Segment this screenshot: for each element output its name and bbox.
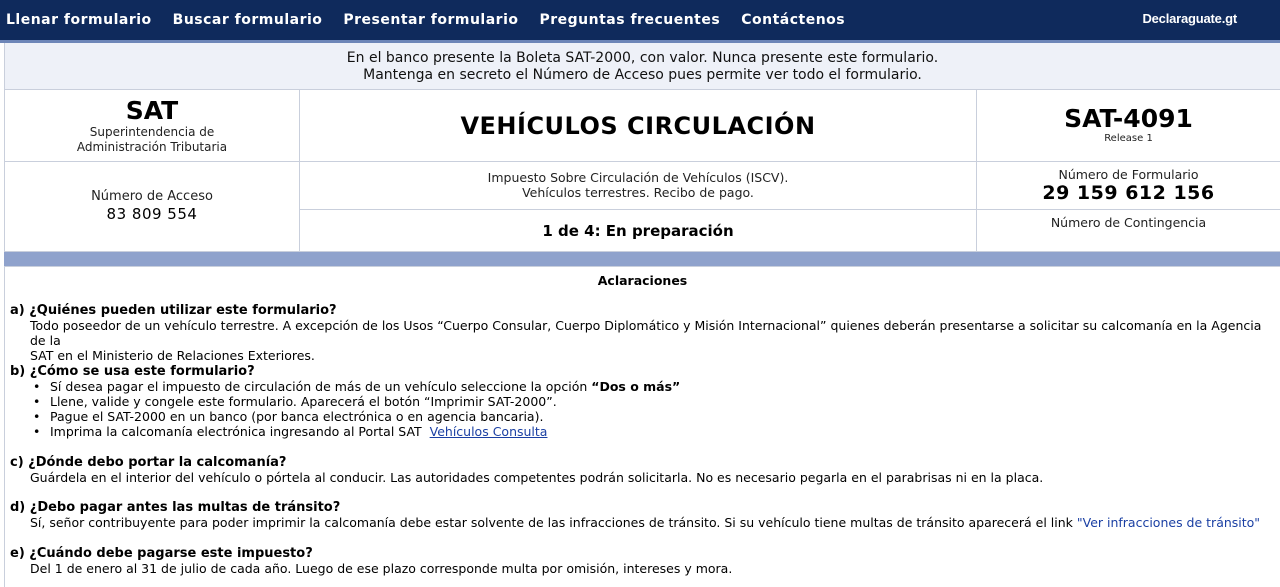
- faq-answer-a-line-1: Todo poseedor de un vehículo terrestre. A excepción de los Usos “Cuerpo Consular, Cuerpo Diplomático y Misión Internacional” quienes deberán presentarse a solicitar su calcomanía en la Agencia de la: [30, 318, 1262, 348]
- form-number-value: 29 159 612 156: [1042, 182, 1215, 204]
- form-code: SAT-4091: [1064, 104, 1193, 133]
- nav-item-preguntas-frecuentes[interactable]: Preguntas frecuentes: [539, 12, 721, 28]
- form-release: Release 1: [1104, 133, 1153, 144]
- brand-logo-text[interactable]: Declaraguate.gt: [1142, 11, 1237, 26]
- description-line-1: Impuesto Sobre Circulación de Vehículos (ISCV).: [487, 170, 789, 185]
- faq-question-b: b) ¿Cómo se usa este formulario?: [10, 364, 255, 379]
- faq-item-a: [10, 303, 1272, 363]
- section-divider-bar: [4, 252, 1280, 267]
- list-item: [10, 394, 1272, 409]
- org-name-line-2: Administración Tributaria: [76, 140, 228, 154]
- bullet-icon: •: [33, 379, 41, 394]
- top-navigation-bar: [0, 0, 1280, 40]
- form-number-label: Número de Formulario: [1058, 167, 1199, 182]
- nav-item-buscar-formulario[interactable]: Buscar formulario: [172, 12, 323, 28]
- faq-b-bullet-1-text: Sí desea pagar el impuesto de circulación de más de un vehículo seleccione la opción: [50, 379, 592, 394]
- faq-b-bullet-2-text: Llene, valide y congele este formulario. Aparecerá el botón “Imprimir SAT-2000”.: [50, 394, 557, 409]
- bullet-icon: •: [33, 394, 41, 409]
- faq-answer-a-line-2: SAT en el Ministerio de Relaciones Exteriores.: [30, 348, 315, 363]
- faq-b-bullet-3-text: Pague el SAT-2000 en un banco (por banca electrónica o en agencia bancaria).: [50, 409, 544, 424]
- bullet-icon: •: [33, 409, 41, 424]
- list-item: [10, 424, 1272, 439]
- form-number-cell: [977, 162, 1280, 210]
- faq-b-bullet-1-emphasis: “Dos o más”: [591, 379, 681, 394]
- faq-question-e: e) ¿Cuándo debe pagarse este impuesto?: [10, 546, 313, 561]
- faq-answer-e: Del 1 de enero al 31 de julio de cada año. Luego de ese plazo corresponde multa por omisión, intereses y mora.: [30, 561, 733, 576]
- access-number-label: Número de Acceso: [91, 189, 213, 204]
- contingency-number-label: Número de Contingencia: [1050, 215, 1207, 230]
- list-item: [10, 409, 1272, 424]
- org-cell: [5, 90, 300, 162]
- notice-line-2: Mantenga en secreto el Número de Acceso pues permite ver todo el formulario.: [363, 67, 922, 83]
- org-name-line-1: Superintendencia de: [89, 125, 215, 139]
- clarifications-section: [4, 267, 1280, 587]
- faq-item-b: [10, 364, 1272, 439]
- form-header: [4, 89, 1280, 252]
- nav-item-llenar-formulario[interactable]: Llenar formulario: [6, 12, 152, 28]
- access-number-cell: [5, 162, 300, 252]
- clarifications-title: Aclaraciones: [597, 273, 688, 288]
- vehiculos-consulta-link[interactable]: Vehículos Consulta: [429, 424, 548, 439]
- bullet-icon: •: [33, 424, 41, 439]
- faq-question-a: a) ¿Quiénes pueden utilizar este formulario?: [10, 303, 337, 318]
- list-item: [10, 379, 1272, 394]
- form-status: 1 de 4: En preparación: [542, 222, 734, 240]
- faq-answer-c: Guárdela en el interior del vehículo o pórtela al conducir. Las autoridades competentes podrán solicitarla. No es necesario pegarla en el parabrisas ni en la placa.: [30, 470, 1044, 485]
- title-cell: [300, 90, 977, 162]
- faq-answer-d: Sí, señor contribuyente para poder imprimir la calcomanía debe estar solvente de las infracciones de tránsito. Si su vehículo tiene multas de tránsito aparecerá el link: [30, 515, 1077, 530]
- org-short-name: SAT: [125, 96, 179, 125]
- faq-item-c: [10, 455, 1272, 485]
- access-number-value: 83 809 554: [106, 205, 198, 223]
- form-title: VEHÍCULOS CIRCULACIÓN: [460, 112, 816, 140]
- faq-b-bullet-4-text: Imprima la calcomanía electrónica ingresando al Portal SAT: [50, 424, 430, 439]
- nav-item-contactenos[interactable]: Contáctenos: [741, 12, 846, 28]
- notice-banner: [4, 43, 1280, 90]
- description-line-2: Vehículos terrestres. Recibo de pago.: [522, 185, 754, 200]
- faq-question-c: c) ¿Dónde debo portar la calcomanía?: [10, 455, 287, 470]
- ver-infracciones-link[interactable]: "Ver infracciones de tránsito": [1076, 515, 1261, 530]
- faq-item-d: [10, 500, 1272, 530]
- description-cell: [300, 162, 977, 210]
- status-cell: [300, 210, 977, 252]
- form-code-cell: [977, 90, 1280, 162]
- notice-line-1: En el banco presente la Boleta SAT-2000, con valor. Nunca presente este formulario.: [346, 50, 939, 66]
- contingency-number-cell: [977, 210, 1280, 252]
- faq-question-d: d) ¿Debo pagar antes las multas de tránsito?: [10, 500, 341, 515]
- nav-menu: [6, 0, 866, 40]
- faq-item-e: [10, 546, 1272, 576]
- nav-item-presentar-formulario[interactable]: Presentar formulario: [343, 12, 519, 28]
